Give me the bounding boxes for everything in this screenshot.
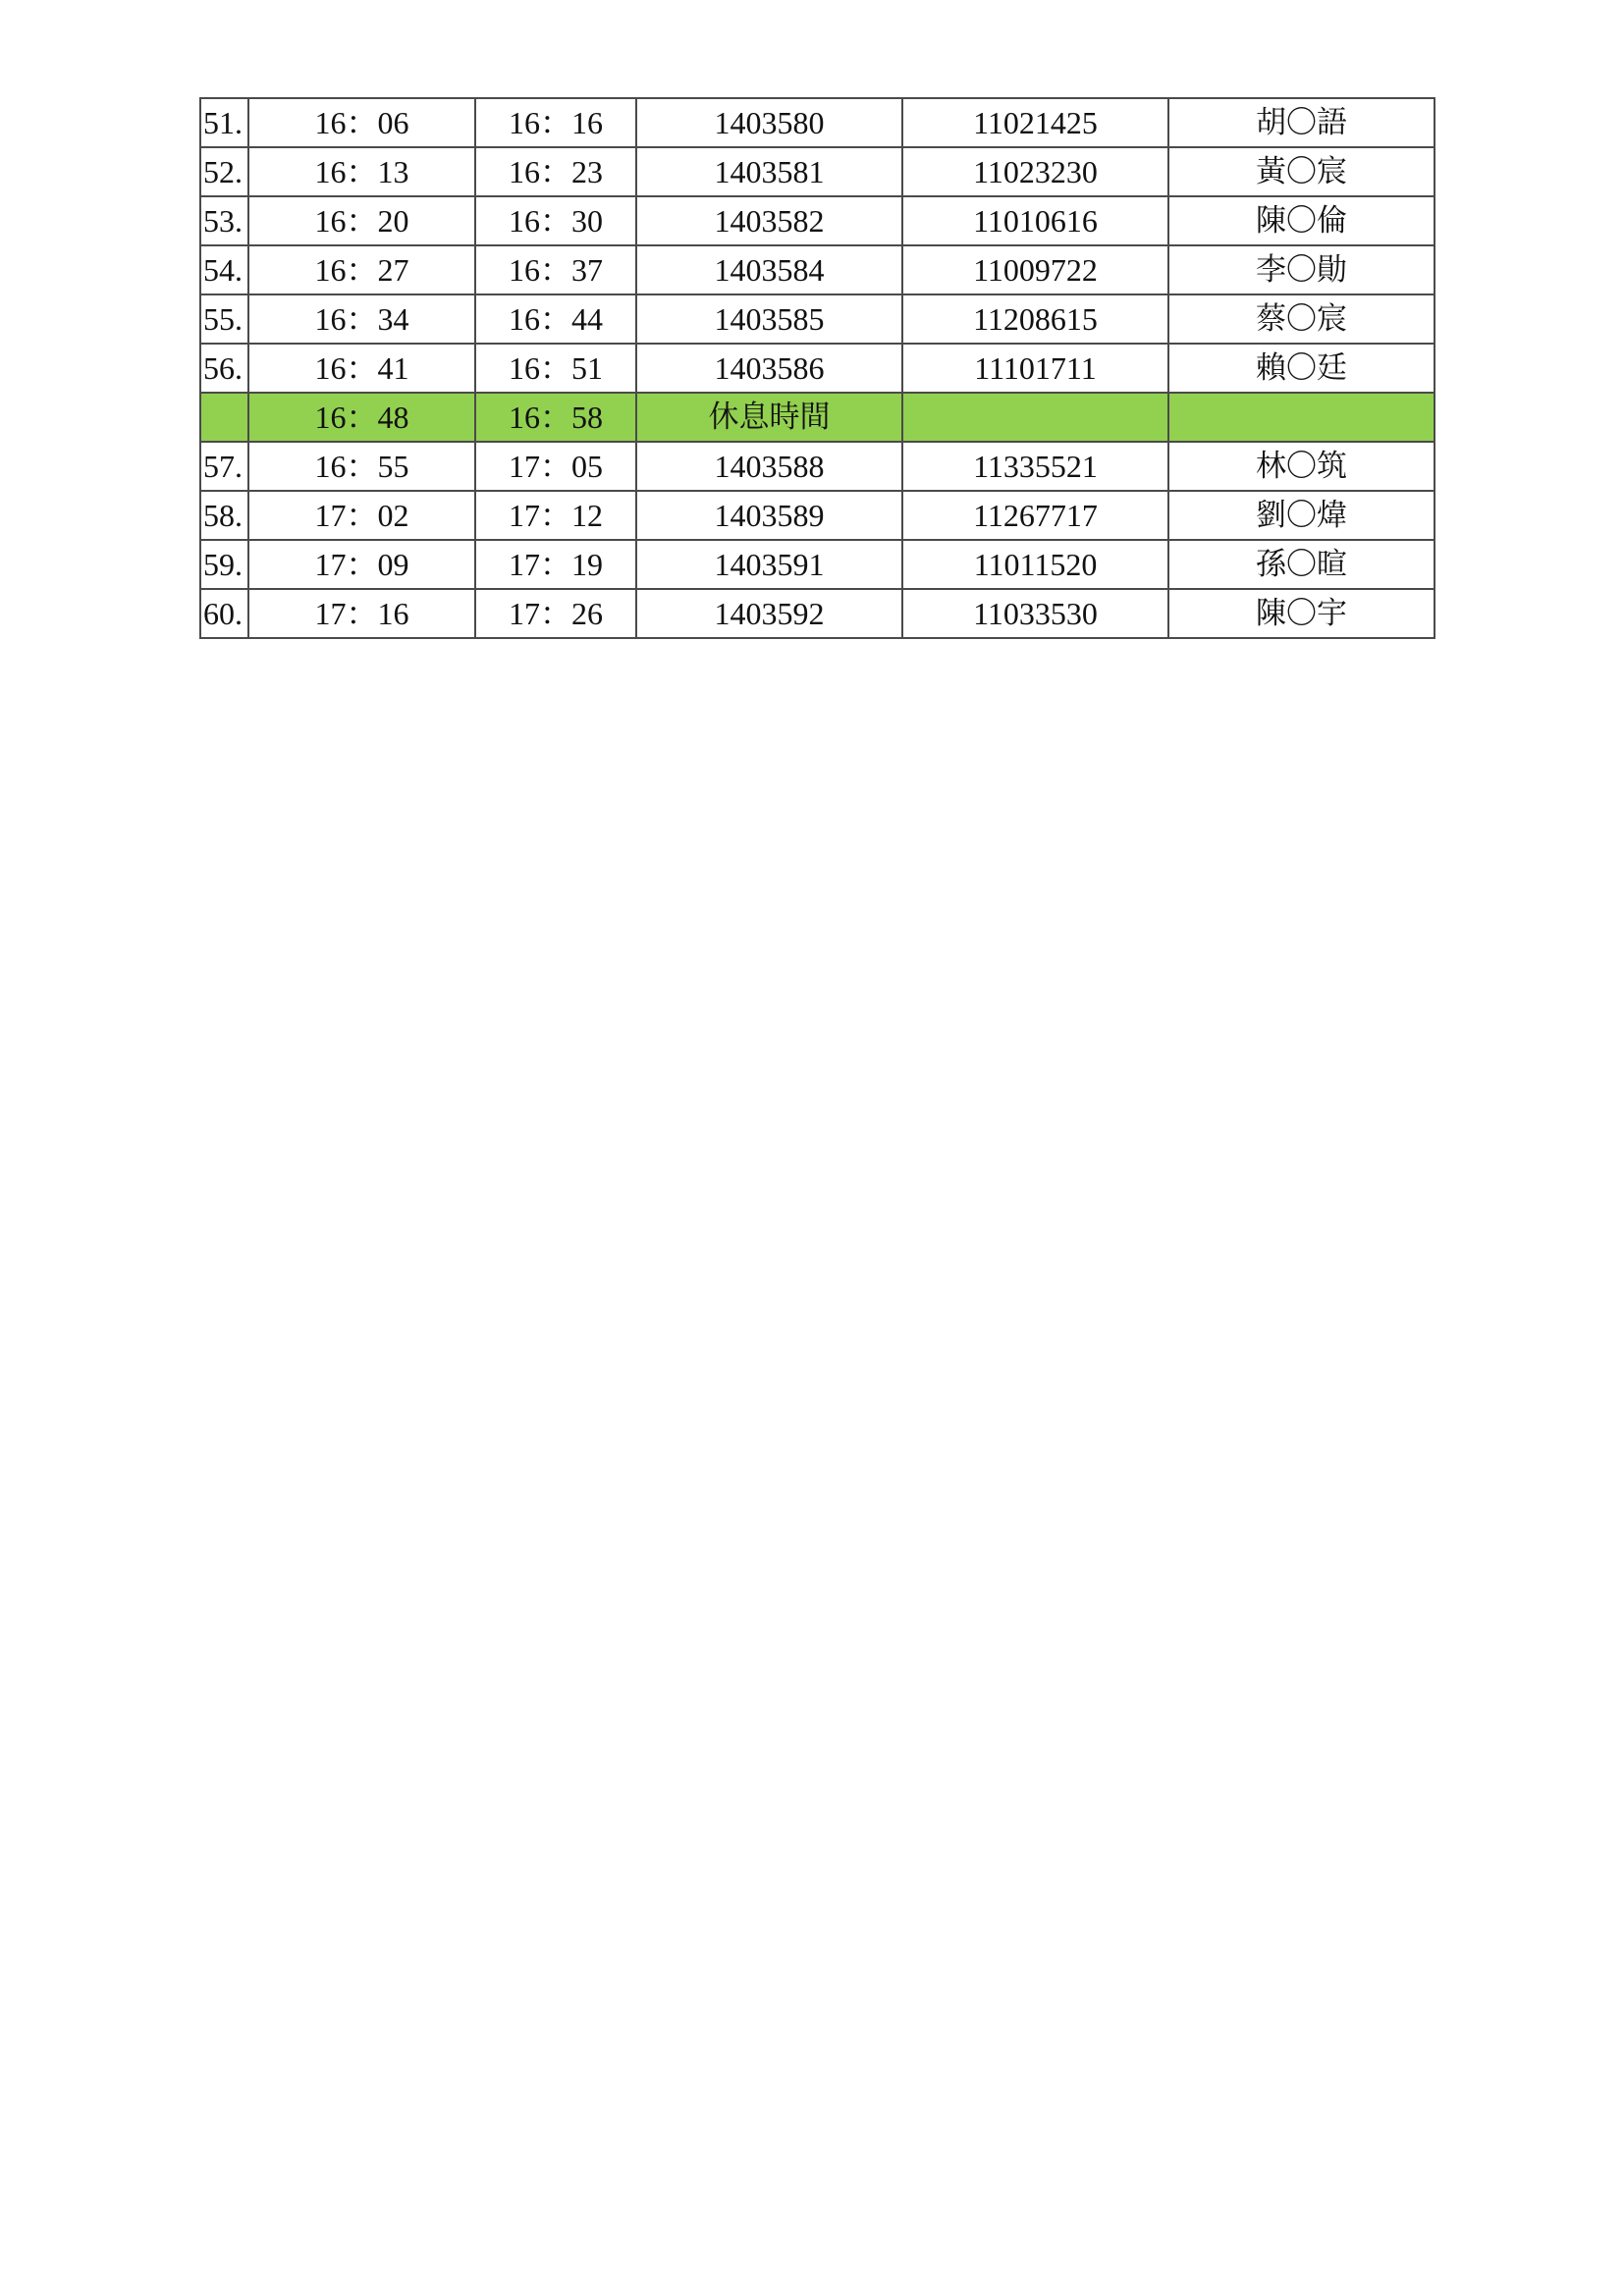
exam-number-cell: 1403580: [636, 98, 902, 147]
start-time-cell: 16：41: [248, 344, 475, 393]
student-id-cell: 11010616: [902, 196, 1168, 245]
row-index-cell: 58.: [200, 491, 248, 540]
student-id-cell: 11267717: [902, 491, 1168, 540]
end-time-cell: 16：37: [475, 245, 636, 294]
exam-number-cell: 1403582: [636, 196, 902, 245]
empty-cell: [902, 393, 1168, 442]
end-time-cell: 17：05: [475, 442, 636, 491]
exam-number-cell: 1403588: [636, 442, 902, 491]
student-id-cell: 11208615: [902, 294, 1168, 344]
student-id-cell: 11101711: [902, 344, 1168, 393]
table-row: [200, 294, 1435, 344]
table-row: [200, 442, 1435, 491]
exam-number-cell: 1403585: [636, 294, 902, 344]
student-name-cell: 劉〇煒: [1168, 491, 1435, 540]
student-name-cell: 蔡〇宸: [1168, 294, 1435, 344]
row-index-cell: 56.: [200, 344, 248, 393]
end-time-cell: 16：23: [475, 147, 636, 196]
table-row: [200, 540, 1435, 589]
exam-number-cell: 1403592: [636, 589, 902, 638]
student-name-cell: 黃〇宸: [1168, 147, 1435, 196]
schedule-table: [199, 97, 1435, 639]
start-time-cell: 16：48: [248, 393, 475, 442]
exam-number-cell: 1403581: [636, 147, 902, 196]
break-row: [200, 393, 1435, 442]
start-time-cell: 16：34: [248, 294, 475, 344]
exam-number-cell: 1403589: [636, 491, 902, 540]
student-name-cell: 胡〇語: [1168, 98, 1435, 147]
exam-number-cell: 1403591: [636, 540, 902, 589]
start-time-cell: 16：55: [248, 442, 475, 491]
exam-number-cell: 1403584: [636, 245, 902, 294]
table-row: [200, 98, 1435, 147]
student-name-cell: 陳〇宇: [1168, 589, 1435, 638]
row-index-cell: 60.: [200, 589, 248, 638]
end-time-cell: 17：19: [475, 540, 636, 589]
row-index-cell: 59.: [200, 540, 248, 589]
table-row: [200, 589, 1435, 638]
table-row: [200, 344, 1435, 393]
row-index-cell: 51.: [200, 98, 248, 147]
student-name-cell: 林〇筑: [1168, 442, 1435, 491]
start-time-cell: 16：20: [248, 196, 475, 245]
student-id-cell: 11009722: [902, 245, 1168, 294]
start-time-cell: 16：06: [248, 98, 475, 147]
end-time-cell: 16：16: [475, 98, 636, 147]
student-id-cell: 11023230: [902, 147, 1168, 196]
table-row: [200, 245, 1435, 294]
row-index-cell: 53.: [200, 196, 248, 245]
end-time-cell: 16：51: [475, 344, 636, 393]
table-row: [200, 147, 1435, 196]
break-label-cell: 休息時間: [636, 393, 902, 442]
student-name-cell: 孫〇暄: [1168, 540, 1435, 589]
empty-cell: [1168, 393, 1435, 442]
student-name-cell: 陳〇倫: [1168, 196, 1435, 245]
student-id-cell: 11033530: [902, 589, 1168, 638]
end-time-cell: 16：44: [475, 294, 636, 344]
table-row: [200, 491, 1435, 540]
schedule-table-body: [200, 98, 1435, 638]
student-id-cell: 11335521: [902, 442, 1168, 491]
start-time-cell: 16：27: [248, 245, 475, 294]
end-time-cell: 16：58: [475, 393, 636, 442]
student-id-cell: 11011520: [902, 540, 1168, 589]
end-time-cell: 16：30: [475, 196, 636, 245]
student-id-cell: 11021425: [902, 98, 1168, 147]
end-time-cell: 17：26: [475, 589, 636, 638]
row-index-cell: 55.: [200, 294, 248, 344]
exam-number-cell: 1403586: [636, 344, 902, 393]
row-index-cell: 52.: [200, 147, 248, 196]
start-time-cell: 17：09: [248, 540, 475, 589]
student-name-cell: 李〇勛: [1168, 245, 1435, 294]
start-time-cell: 16：13: [248, 147, 475, 196]
table-row: [200, 196, 1435, 245]
start-time-cell: 17：02: [248, 491, 475, 540]
end-time-cell: 17：12: [475, 491, 636, 540]
row-index-cell: 57.: [200, 442, 248, 491]
row-index-cell: 54.: [200, 245, 248, 294]
row-index-cell: [200, 393, 248, 442]
student-name-cell: 賴〇廷: [1168, 344, 1435, 393]
start-time-cell: 17：16: [248, 589, 475, 638]
